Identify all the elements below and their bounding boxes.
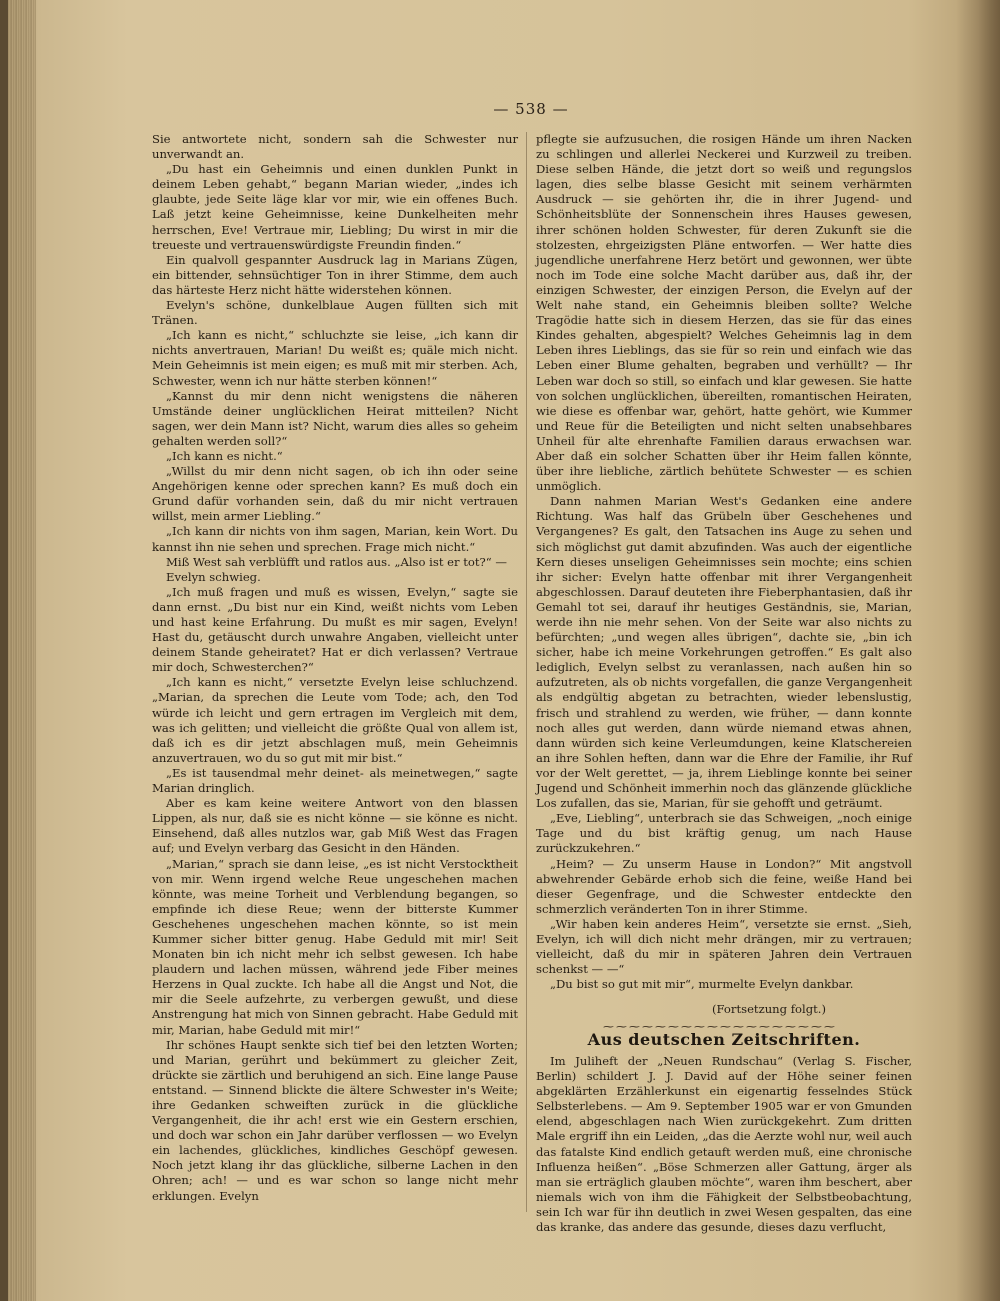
left-column: [152, 132, 518, 1204]
paragraph: Aber es kam keine weitere Antwort von den blassen Lippen, als nur, daß sie es nicht könne — sie könne es nicht. Einsehend, daß alles nutzlos war, gab Miß West das Fragen auf; und Evelyn verbarg das Gesicht in den Händen.: [152, 796, 518, 856]
paragraph: Miß West sah verblüfft und ratlos aus. „Also ist er tot?“ —: [166, 554, 507, 569]
ornament-divider: ⁓⁓⁓⁓⁓⁓⁓⁓⁓⁓⁓⁓⁓⁓⁓⁓⁓⁓: [603, 1020, 837, 1033]
paragraph: „Du bist so gut mit mir“, murmelte Evelyn dankbar.: [550, 977, 854, 992]
paragraph: Sie antwortete nicht, sondern sah die Schwester nur unverwandt an.: [152, 132, 518, 162]
paragraph: Ihr schönes Haupt senkte sich tief bei den letzten Worten; und Marian, gerührt und bekümmert zu gleicher Zeit, drückte sie zärtlich und beruhigend an sich. Eine lange Pause entstand. — Sinnend blickte die ältere Schwester in's Weite; ihre Gedanken schweiften zurück in die glückliche Vergangenheit, die ihr ach! erst wie ein Gestern erschien, und doch war schon ein Jahr darüber verflossen — wo Evelyn ein lachendes, glückliches, kindliches Geschöpf gewesen. Noch jetzt klang ihr das glückliche, silberne Lachen in den Ohren; ach! — und es war schon so lange nicht mehr erklungen. Evelyn: [152, 1037, 518, 1203]
section-text: [536, 1054, 912, 1235]
page-number: — 538 —: [493, 100, 569, 118]
paragraph: „Ich kann es nicht.“: [166, 448, 283, 463]
paragraph: pflegte sie aufzusuchen, die rosigen Hände um ihren Nacken zu schlingen und allerlei Neckerei und Kurzweil zu treiben. Diese selben Hände, die jetzt dort so weiß und regungslos lagen, dies selbe blasse Gesicht mit seinem verhärmten Ausdruck — sie gehörten ihr, die in ihrer Jugend- und Schönheitsblüte der Sonnenschein ihres Hauses gewesen, ihrer schönen holden Schwester, für deren Zukunft sie die stolzesten, ehrgeizigsten Pläne entworfen. — Wer hatte dies jugendliche unerfahrene Herz betört und gewonnen, wer übte noch im Tode eine solche Macht darüber aus, daß ihr, der einzigen Schwester, der einzigen Person, die Evelyn auf der Welt nahe stand, ein Geheimnis bleiben sollte? Welche Tragödie hatte sich in diesem Herzen, das sie für das eines Kindes gehalten, abgespielt? Welches Geheimnis lag in dem Leben ihres Lieblings, das sie für so rein und einfach wie das Leben einer Blume gehalten, begraben und verhüllt? — Ihr Leben war doch so still, so einfach und klar gewesen. Sie hatte von solchen unglücklichen, übereilten, romantischen Heiraten, wie diese es offenbar war, gehört, hatte gehört, wie Kummer und Reue für die Beteiligten und nicht selten unabsehbares Unheil für alte ehrenhafte Familien daraus erwachsen war. Aber daß ein solcher Schatten über ihr Heim fallen könnte, über ihre liebliche, zärtlich behütete Schwester — es schien unmöglich.: [536, 132, 912, 494]
page-stack-edges: [8, 0, 36, 1301]
paragraph: Im Juliheft der „Neuen Rundschau“ (Verlag S. Fischer, Berlin) schildert J. J. David auf der Höhe seiner feinen abgeklärten Erzählerkunst ein eigenartig fesselndes Stück Selbsterlebens. — Am 9. September 1905 war er von Gmunden elend, abgeschlagen nach Wien zurückgekehrt. Zum dritten Male ergriff ihn ein Leiden, „das die Aerzte wohl nur, weil auch das fatalste Kind endlich getauft werden muß, eine chronische Influenza heißen“. „Böse Schmerzen aller Gattung, ärger als man sie erträglich glauben möchte“, waren ihm beschert, aber niemals wich von ihm die Fähigkeit der Selbstbeobachtung, sein Ich war für ihn deutlich in zwei Wesen gespalten, das eine das kranke, das andere das gesunde, dieses dazu verflucht,: [536, 1054, 912, 1235]
page-right-shadow: [956, 0, 1000, 1301]
section-heading: Aus deutschen Zeitschriften.: [587, 1030, 861, 1049]
paragraph: Dann nahmen Marian West's Gedanken eine andere Richtung. Was half das Grübeln über Geschehenes und Vergangenes? Es galt, den Tatsachen ins Auge zu sehen und sich möglichst gut damit abzufinden. Was auch der eigentliche Kern dieses unseligen Geheimnisses sein mochte; eins schien ihr sicher: Evelyn hatte offenbar mit ihrer Vergangenheit abgeschlossen. Darauf deuteten ihre Fieberphantasien, daß ihr Gemahl tot sei, darauf ihr heutiges Geständnis, sie, Marian, werde ihn nie mehr sehen. Von der Seite war also nichts zu befürchten; „und wegen alles übrigen“, dachte sie, „bin ich sicher, habe ich meine Vorkehrungen getroffen.“ Es galt also lediglich, Evelyn selbst zu veranlassen, nach außen hin so aufzutreten, als ob nichts vorgefallen, die ganze Vergangenheit als endgültig abgetan zu betrachten, wieder lebenslustig, frisch und strahlend zu werden, wie früher, — dann konnte noch alles gut werden, dann würde niemand etwas ahnen, dann würden sich keine Verleumdungen, keine Klatschereien an ihre Sohlen heften, dann war die Ehre der Familie, ihr Ruf vor der Welt gerettet, — ja, ihrem Lieblinge konnte bei seiner Jugend und Schönheit immerhin noch das glänzende glückliche Los zufallen, das sie, Marian, für sie gehofft und geträumt.: [536, 494, 912, 811]
paragraph: „Willst du mir denn nicht sagen, ob ich ihn oder seine Angehörigen kenne oder sprechen kann? Es muß doch ein Grund dafür vorhanden sein, daß du mir nicht vertrauen willst, mein armer Liebling.“: [152, 464, 518, 524]
paragraph: „Du hast ein Geheimnis und einen dunklen Punkt in deinem Leben gehabt,“ begann Marian wieder, „indes ich glaubte, jede Seite läge klar vor mir, wie ein offenes Buch. Laß jetzt keine Geheimnisse, keine Dunkelheiten mehr herrschen, Eve! Vertraue mir, Liebling; Du wirst in mir die treueste und vertrauenswürdigste Freundin finden.“: [152, 162, 518, 252]
right-column: [536, 132, 912, 992]
paragraph: Ein qualvoll gespannter Ausdruck lag in Marians Zügen, ein bittender, sehnsüchtiger Ton in ihrer Stimme, dem auch das härteste Herz nicht hätte widerstehen können.: [152, 252, 518, 297]
paragraph: „Ich kann es nicht,“ schluchzte sie leise, „ich kann dir nichts anvertrauen, Marian! Du weißt es; quäle mich nicht. Mein Geheimnis ist mein eigen; es muß mit mir sterben. Ach, Schwester, wenn ich nur hätte sterben können!“: [152, 328, 518, 388]
newspaper-page: [8, 0, 1000, 1301]
continuation-note: (Fortsetzung folgt.): [712, 1002, 827, 1016]
column-divider: [526, 132, 527, 1212]
paragraph: „Kannst du mir denn nicht wenigstens die näheren Umstände deiner unglücklichen Heirat mitteilen? Nicht sagen, wer dein Mann ist? Nicht, warum dies alles so geheim gehalten werden soll?“: [152, 388, 518, 448]
paragraph: „Wir haben kein anderes Heim“, versetzte sie ernst. „Sieh, Evelyn, ich will dich nicht mehr drängen, mir zu vertrauen; vielleicht, daß du mir in späteren Jahren dein Vertrauen schenkst — —“: [536, 916, 912, 977]
paragraph: Evelyn schwieg.: [166, 569, 261, 584]
paragraph: „Ich kann es nicht,“ versetzte Evelyn leise schluchzend. „Marian, da sprechen die Leute vom Tode; ach, den Tod würde ich leicht und gern ertragen im Vergleich mit dem, was ich gelitten; und vielleicht die größte Qual von allem ist, daß ich es dir jetzt abschlagen muß, mein Geheimnis anzuvertrauen, wo du so gut mit mir bist.“: [152, 675, 518, 765]
paragraph: „Ich muß fragen und muß es wissen, Evelyn,“ sagte sie dann ernst. „Du bist nur ein Kind, weißt nichts vom Leben und hast keine Erfahrung. Du mußt es mir sagen, Evelyn! Hast du, getäuscht durch unwahre Angaben, vielleicht unter deinem Stande geheiratet? Hat er dich verlassen? Vertraue mir doch, Schwesterchen?“: [152, 584, 518, 675]
paragraph: „Ich kann dir nichts von ihm sagen, Marian, kein Wort. Du kannst ihn nie sehen und sprechen. Frage mich nicht.“: [152, 524, 518, 554]
paragraph: „Eve, Liebling“, unterbrach sie das Schweigen, „noch einige Tage und du bist kräftig genug, um nach Hause zurückzukehren.“: [536, 811, 912, 856]
paragraph: „Heim? — Zu unserm Hause in London?“ Mit angstvoll abwehrender Gebärde erhob sich die feine, weiße Hand bei dieser Gegenfrage, und die Schwester entdeckte den schmerzlich veränderten Ton in ihrer Stimme.: [536, 856, 912, 916]
paragraph: „Marian,“ sprach sie dann leise, „es ist nicht Verstocktheit von mir. Wenn irgend welche Reue ungeschehen machen könnte, was meine Torheit und Verblendung begangen, so empfinde ich diese Reue; wenn der bitterste Kummer Geschehenes ungeschehen machen könnte, so ist mein Kummer sicher bitter genug. Habe Geduld mit mir! Seit Monaten bin ich nicht mehr ich selbst gewesen. Ich habe plaudern und lachen müssen, während jede Fiber meines Herzens in Qual zuckte. Ich habe all die Angst und Not, die mir die Seele aufzehrte, zu verbergen gewußt, und diese Anstrengung hat mich von Sinnen gebracht. Habe Geduld mit mir, Marian, habe Geduld mit mir!“: [152, 856, 518, 1037]
paragraph: „Es ist tausendmal mehr deinet- als meinetwegen,“ sagte Marian dringlich.: [152, 765, 518, 796]
paragraph: Evelyn's schöne, dunkelblaue Augen füllten sich mit Tränen.: [152, 298, 518, 328]
